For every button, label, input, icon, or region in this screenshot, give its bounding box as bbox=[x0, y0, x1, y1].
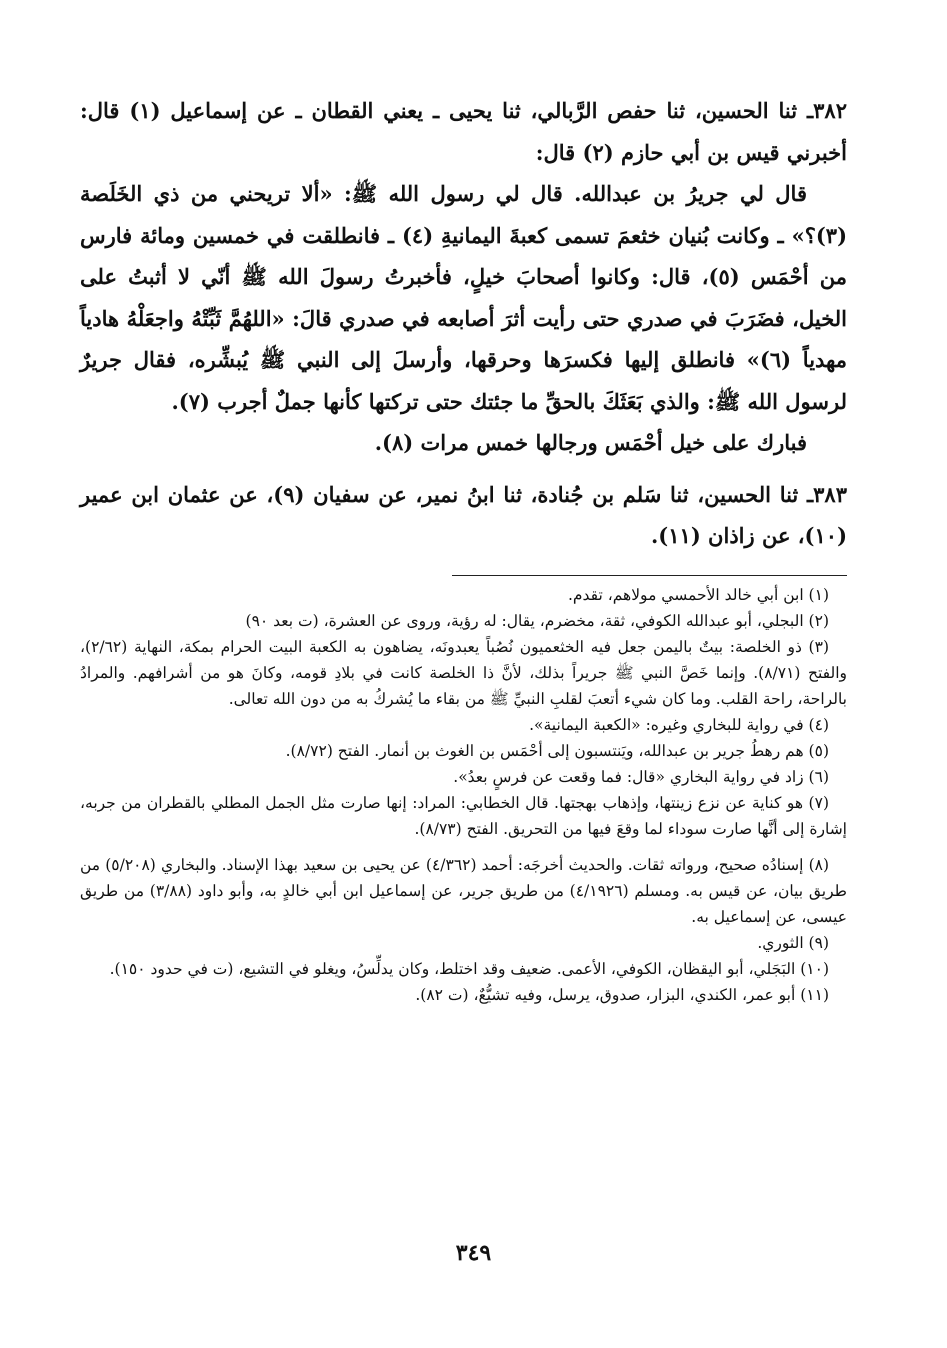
footnote-10: (١٠) البَجَلي، أبو اليقظان، الكوفي، الأعمى. ضعيف وقد اختلط، وكان يدلِّسُ، ويغلو في التشيع، (ت في حدود ١٥٠). bbox=[109, 959, 829, 978]
footnote-3: (٣) ذو الخلصة: بيتٌ باليمن جعل فيه الخثعميون نُصُباً يعبدونَه، يضاهون به الكعبة البيت الحرام بمكة، النهاية (٢/٦٢)، والفتح (٨/٧١). وإنما خَصَّ النبي ﷺ جريراً بذلك، لأنَّ ذا الخلصة كانت في بلادِ قومه، وكانَ هو من أشرافهم. والمرادُ بالراحة، راحة القلب. وما كان شيء أتعبَ لقلبِ النبيِّ ﷺ من بقاء ما يُشركُ به من دون الله تعالى. bbox=[80, 637, 847, 708]
hadith-383-chain: ٣٨٣ـ ثنا الحسين، ثنا سَلم بن جُنادة، ثنا ابنُ نمير، عن سفيان (٩)، عن عثمان ابن عمير (١٠)، عن زاذان (١١). bbox=[80, 481, 847, 548]
footnotes bbox=[80, 582, 847, 1008]
footnote-8: (٨) إسنادُه صحيح، ورواته ثقات. والحديث أخرجَه: أحمد (٤/٣٦٢) عن يحيى بن سعيد بهذا الإسناد. والبخاري (٥/٢٠٨) من طريق بيان، عن قيس به. ومسلم (٤/١٩٢٦) من طريق جرير، عن إسماعيل ابن أبي خالدٍ به، وأبو داود (٣/٨٨) من طريق عيسى، عن إسماعيل به. bbox=[80, 855, 847, 926]
hadith-382-closing: فبارك على خيل أحْمَس ورجالها خمس مرات (٨). bbox=[374, 430, 807, 455]
main-text bbox=[80, 90, 847, 557]
footnote-2: (٢) البجلي، أبو عبدالله الكوفي، ثقة، مخضرم، يقال: له رؤية، وروى عن العشرة، (ت بعد ٩٠) bbox=[245, 611, 829, 630]
hadith-382-chain: ٣٨٢ـ ثنا الحسين، ثنا حفص الرَّبالي، ثنا يحيى ـ يعني القطان ـ عن إسماعيل (١) قال: أخبرني قيس بن أبي حازم (٢) قال: bbox=[80, 98, 847, 165]
footnote-11: (١١) أبو عمر، الكندي، البزار، صدوق، يرسل، وفيه تشيُّعٌ، (ت ٨٢). bbox=[415, 985, 829, 1004]
footnote-5: (٥) هم رهطُ جرير بن عبدالله، ويَنتسبون إلى أحْمَس بن الغوث بن أنمار. الفتح (٨/٧٢). bbox=[285, 741, 829, 760]
page-number: ٣٤٩ bbox=[455, 1240, 492, 1266]
footnote-divider bbox=[452, 575, 847, 576]
hadith-382-text: قال لي جريرُ بن عبدالله. قال لي رسول الله ﷺ: «ألا تريحني من ذي الخَلَصة (٣)؟» ـ وكانت بُنيان خثعمَ تسمى كعبةَ اليمانيةِ (٤) ـ فانطلقت في خمسين ومائة فارس من أحْمَس (٥)، قال: وكانوا أصحابَ خيلٍ، فأخبرتُ رسولَ الله ﷺ أنّي لا أثبتُ على الخيل، فضَرَبَ في صدري حتى رأيت أثرَ أصابعه في صدري قالَ: «اللهُمَّ ثَبِّتْهُ واجعَلْهُ هادياً مهدياً (٦)» فانطلق إليها فكسرَها وحرقها، وأرسلَ إلى النبي ﷺ يُبشِّره، فقال جريرٌ لرسول الله ﷺ: والذي بَعَثَكَ بالحقِّ ما جئتك حتى تركتها كأنها جملٌ أجرب (٧). bbox=[80, 181, 848, 414]
footnote-4: (٤) في رواية للبخاري وغيره: «الكعبة اليمانية». bbox=[529, 715, 829, 734]
footnote-6: (٦) زاد في رواية البخاري «قال: فما وقعت عن فرسٍ بعدُ». bbox=[453, 767, 829, 786]
footnote-9: (٩) الثوري. bbox=[757, 933, 829, 952]
page-body bbox=[80, 90, 847, 1008]
footnote-1: (١) ابن أبي خالد الأحمسي مولاهم، تقدم. bbox=[567, 585, 829, 604]
footnote-7: (٧) هو كناية عن نزع زينتها، وإذهاب بهجتها. قال الخطابي: المراد: إنها صارت مثل الجمل المطلي بالقطران من جربه، إشارة إلى أنَّها صارت سوداء لما وقعَ فيها من التحريق. الفتح (٨/٧٣). bbox=[80, 793, 847, 838]
